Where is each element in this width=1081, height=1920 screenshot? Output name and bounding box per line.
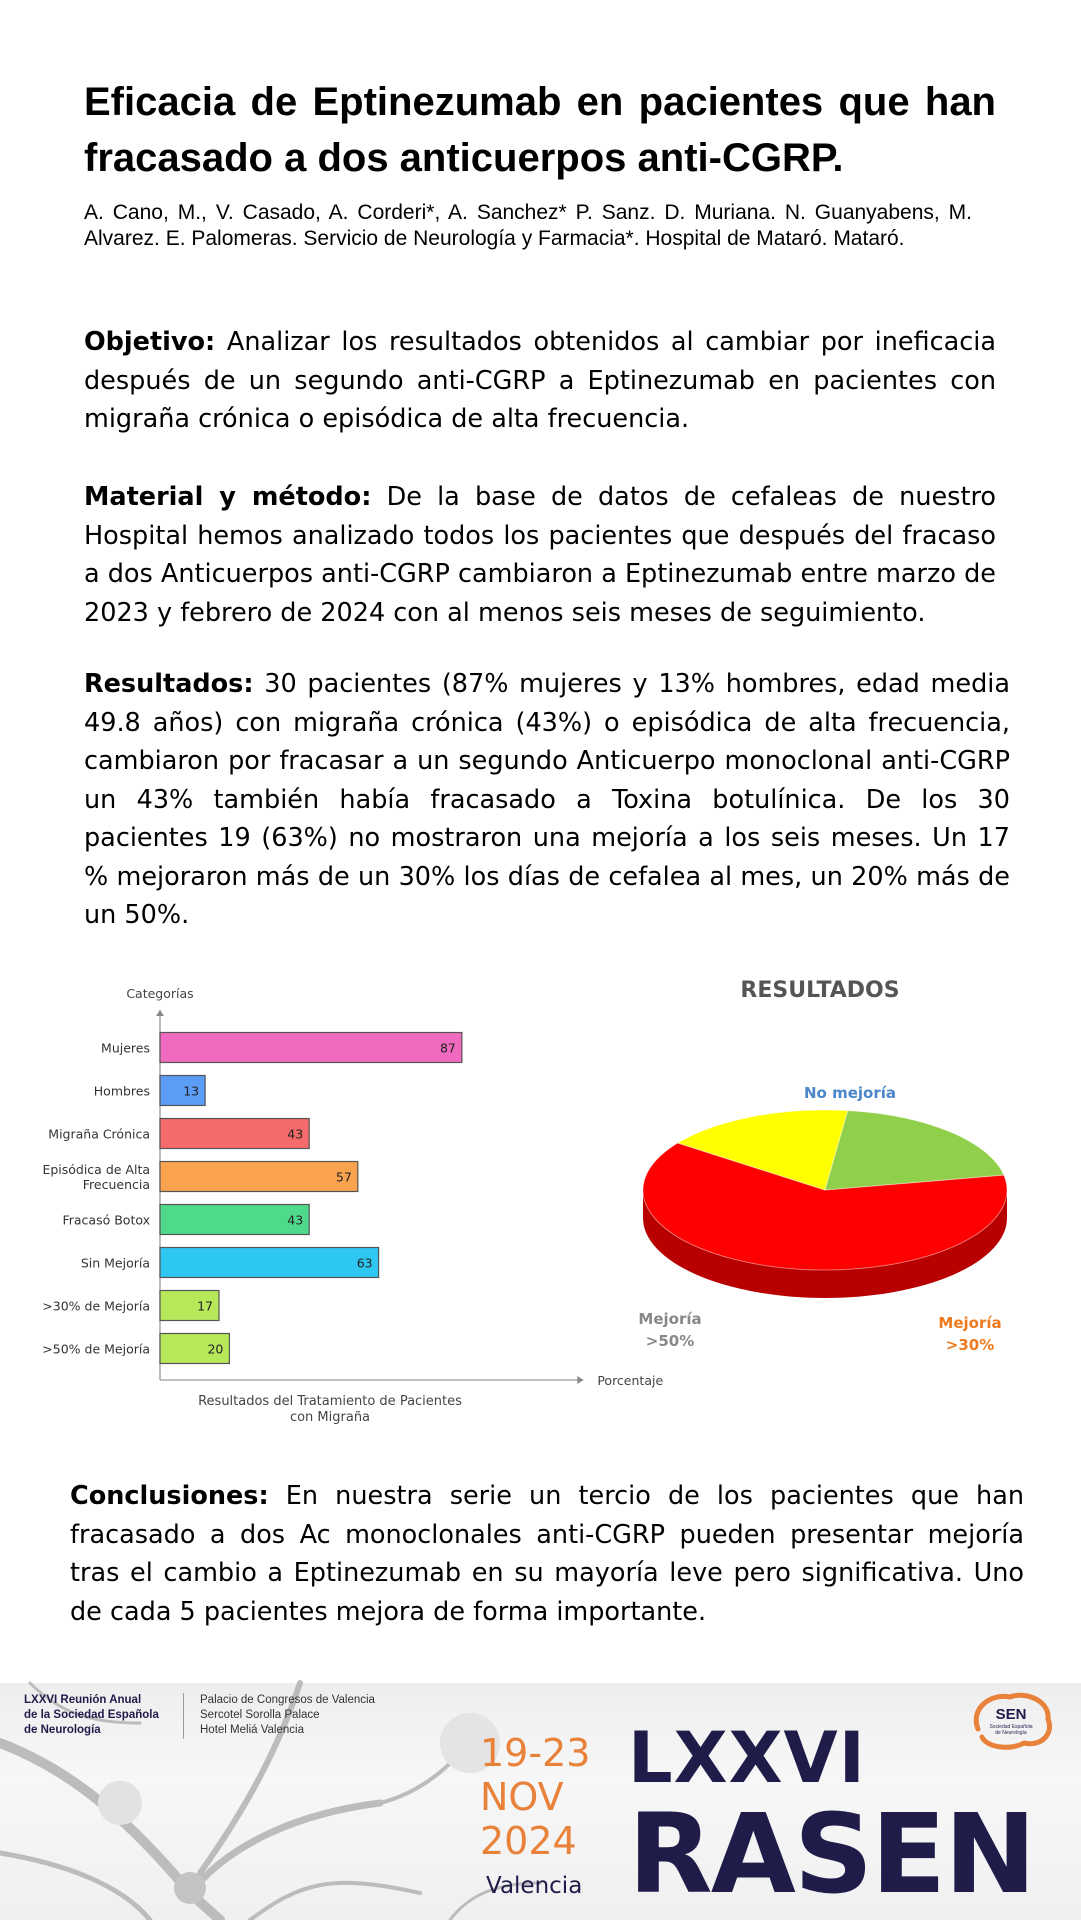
pie-chart-title: RESULTADOS [740,978,900,1003]
logo-subtitle [966,1724,1056,1736]
meeting-line3: de Neurología [24,1724,101,1736]
conclusiones-label: Conclusiones: [70,1481,269,1511]
bar-value-label: 87 [439,1040,456,1056]
pie-label-mejoria-30 [900,1312,1040,1356]
pie-label-line: >50% [645,1332,695,1350]
bar-category-label: >30% de Mejoría [42,1298,150,1314]
resultados-section [84,665,1010,935]
bar-x-axis-arrow [577,1376,583,1384]
bar-y-axis-arrow [156,1010,164,1016]
event-edition: LXXVI [628,1717,866,1799]
pie-label-line: No mejoría [804,1084,896,1102]
bar-0 [160,1033,462,1063]
objetivo-section [84,323,996,439]
bar-category-label: Episódica de Alta [42,1162,150,1177]
meeting-line2: de la Sociedad Española [24,1709,159,1721]
poster-title: Eficacia de Eptinezumab en pacientes que han fracasado a dos anticuerpos anti-CGRP. [84,80,996,180]
venue-3: Hotel Meliá Valencia [200,1724,304,1736]
bar-y-axis-label: Categorías [126,986,194,1001]
authors: A. Cano, M., V. Casado, A. Corderi*, A. Sanchez* P. Sanz. D. Muriana. N. Guanyabens, M. Alvarez. E. Palomeras. Servicio de Neurología y Farmacia*. Hospital de Mataró. Mataró. [84,201,972,250]
meeting-name [24,1693,159,1738]
bar-value-label: 43 [287,1212,304,1228]
bar-value-label: 17 [197,1298,213,1314]
pie-label-line: >30% [945,1336,995,1354]
pie-label-mejoria-50 [600,1308,740,1352]
bar-category-label: Mujeres [101,1040,150,1056]
dates: 19-23 [480,1731,591,1775]
event-dates [480,1731,590,1863]
bar-chart-title-line: Resultados del Tratamiento de Pacientes [198,1394,462,1409]
bar-category-label: Migraña Crónica [48,1126,150,1142]
pie-label-line: Mejoría [638,1310,702,1328]
bar-category-label: Fracasó Botox [62,1212,150,1228]
month: NOV [480,1775,564,1819]
objetivo-label: Objetivo: [84,327,216,357]
bar-chart-title-line: con Migraña [289,1410,371,1425]
objetivo-text: Analizar los resultados obtenidos al cambiar por ineficacia después de un segundo anti-CGRP a Eptinezumab en pacientes con migraña crónica o episódica de alta frecuencia. [84,327,996,434]
venues [200,1693,375,1738]
venue-2: Sercotel Sorolla Palace [200,1709,320,1721]
bar-value-label: 63 [356,1255,373,1271]
pie-label-line: Mejoría [938,1314,1002,1332]
bar-x-axis-label: Porcentaje [597,1373,664,1388]
logo-text: SEN [995,1706,1027,1723]
footer-banner [0,1683,1081,1920]
bar-value-label: 20 [207,1341,224,1357]
logo-sub-1: Sociedad Española [989,1724,1033,1730]
resultados-label: Resultados: [84,669,254,699]
bar-5 [160,1248,379,1278]
event-city: Valencia [486,1873,583,1899]
material-text: De la base de datos de cefaleas de nuestro Hospital hemos analizado todos los pacientes que después del fracaso a dos Anticuerpos anti-CGRP cambiaron a Eptinezumab entre marzo de 2023 y febrero de 2024 con al menos seis meses de seguimiento. [84,482,996,628]
logo-sub-2: de Neurología [995,1730,1027,1736]
bar-category-label: >50% de Mejoría [42,1341,150,1357]
bar-category-label: Frecuencia [82,1177,150,1192]
bar-chart [0,980,664,1440]
resultados-text: 30 pacientes (87% mujeres y 13% hombres, edad media 49.8 años) con migraña crónica (43%) o episódica de alta frecuencia, cambiaron por fracasar a un segundo Anticuerpo monoclonal anti-CGRP un 43% también había fracasado a Toxina botulínica. De los 30 pacientes 19 (63%) no mostraron una mejoría a los seis meses. Un 17 % mejoraron más de un 30% los días de cefalea al mes, un 20% más de un 50%. [84,669,1010,930]
bar-category-label: Hombres [93,1083,150,1099]
material-section [84,478,996,632]
conclusiones-text: En nuestra serie un tercio de los pacientes que han fracasado a dos Ac monoclonales anti-CGRP pueden presentar mejoría tras el cambio a Eptinezumab en su mayoría leve pero significativa. Uno de cada 5 pacientes mejora de forma importante. [70,1481,1024,1627]
pie-label-no-mejoria [770,1082,930,1104]
sen-logo [966,1689,1056,1753]
year: 2024 [480,1819,577,1863]
meeting-line1: LXXVI Reunión Anual [24,1694,142,1706]
event-name: RASEN [628,1790,1035,1918]
bar-value-label: 13 [183,1083,200,1099]
bar-value-label: 43 [287,1126,304,1142]
conclusiones-section [70,1477,1024,1631]
bar-value-label: 57 [335,1169,352,1185]
footer-divider [183,1693,184,1739]
bar-3 [160,1162,358,1192]
venue-1: Palacio de Congresos de Valencia [200,1694,375,1706]
material-label: Material y método: [84,482,372,512]
bar-category-label: Sin Mejoría [80,1255,150,1271]
